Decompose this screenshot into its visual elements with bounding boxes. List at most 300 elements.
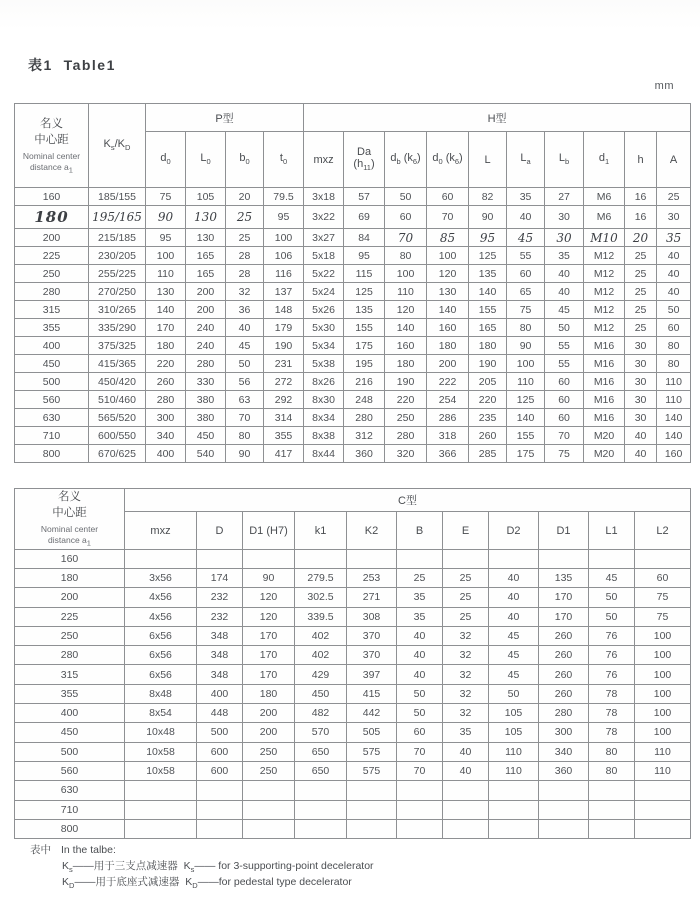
cell: 429 [295,665,347,684]
cell: 360 [344,445,385,463]
cell: 40 [657,247,691,265]
table-row [15,568,691,587]
row-label: 630 [15,781,125,800]
cell: 50 [545,319,584,337]
cell: 106 [264,247,304,265]
cell: M16 [584,355,625,373]
cell: 70 [545,427,584,445]
cell: 40 [625,445,657,463]
cell: 240 [186,337,226,355]
cell: 65 [507,283,545,301]
cell: 190 [264,337,304,355]
cell: 600 [197,742,243,761]
footnote-heading [30,843,374,859]
table-row [15,761,691,780]
cell: 175 [507,445,545,463]
cell: 180 [427,337,469,355]
cell: 45 [489,665,539,684]
cell: 650 [295,761,347,780]
cell: 540 [186,445,226,463]
cell: 360 [539,761,589,780]
cell: 308 [347,607,397,626]
cell: 32 [443,704,489,723]
cell: 25 [397,568,443,587]
cell: M16 [584,409,625,427]
cell: 57 [344,188,385,206]
cell: 50 [657,301,691,319]
cell: 482 [295,704,347,723]
cell: 32 [443,646,489,665]
table1-body [15,188,691,463]
cell: 280 [146,391,186,409]
cell: 100 [635,646,691,665]
cell: 170 [539,607,589,626]
cell: 10x58 [125,761,197,780]
column-header: D1 (H7) [243,512,295,549]
cell: 110 [657,373,691,391]
row-label: 800 [15,445,89,463]
cell: 125 [344,283,385,301]
footnote-label-zh: 表中 [30,844,51,856]
table2-c [14,488,691,839]
cell: 200 [427,355,469,373]
cell: 100 [146,247,186,265]
cell: 60 [427,188,469,206]
c-type-group-header: C型 [125,489,691,512]
cell: 260 [539,646,589,665]
corner-label-zh: 名义 中心距 [34,117,69,146]
cell: 60 [507,265,545,283]
cell: 160 [657,445,691,463]
cell: 5x22 [304,265,344,283]
cell: 135 [344,301,385,319]
cell: 60 [545,373,584,391]
cell: 78 [589,723,635,742]
cell: 417 [264,445,304,463]
cell: 340 [539,742,589,761]
cell: M16 [584,337,625,355]
cell: 397 [347,665,397,684]
row-label: 200 [15,229,89,247]
cell: 75 [507,301,545,319]
corner-label-en: Nominal center distance $a_1$ [22,150,81,175]
column-header: L1 [589,512,635,549]
column-header: $L_0$ [186,132,226,188]
cell [125,781,197,800]
cell: 450 [186,427,226,445]
cell: M12 [584,319,625,337]
column-header: $d_0$ $(k_6)$ [427,132,469,188]
cell: 40 [397,626,443,645]
cell: 110 [507,373,545,391]
cell: 84 [344,229,385,247]
cell: 40 [443,742,489,761]
cell: 30 [625,391,657,409]
table2-group-row [15,489,691,512]
cell: 40 [625,427,657,445]
cell: 170 [539,588,589,607]
cell: 55 [507,247,545,265]
cell: 450 [295,684,347,703]
cell: 448 [197,704,243,723]
cell: 402 [295,626,347,645]
table-row [15,206,691,229]
cell: 70 [385,229,427,247]
cell: 25 [443,568,489,587]
cell [295,549,347,568]
cell: 80 [385,247,427,265]
cell [347,549,397,568]
table-row [15,247,691,265]
table-row [15,781,691,800]
table-row [15,229,691,247]
cell: 200 [243,704,295,723]
cell: 30 [657,206,691,229]
table-row [15,283,691,301]
cell: 250 [243,761,295,780]
cell [443,549,489,568]
cell: 105 [489,704,539,723]
cell: 25 [226,206,264,229]
cell: 450/420 [89,373,146,391]
cell: 320 [385,445,427,463]
cell: 80 [589,761,635,780]
cell: 76 [589,665,635,684]
cell [197,819,243,838]
cell: 339.5 [295,607,347,626]
cell: 140 [657,409,691,427]
footnote-line-ks: $K_s——$用于三支点减速器 $K_s——$ for 3-supporting-point decelerator [62,859,374,874]
cell: 600 [197,761,243,780]
cell: 355 [264,427,304,445]
cell: 260 [539,665,589,684]
cell: 30 [625,373,657,391]
cell: 25 [226,229,264,247]
cell: 185/155 [89,188,146,206]
cell: 130 [427,283,469,301]
cell [125,549,197,568]
cell: M12 [584,265,625,283]
cell: 50 [589,588,635,607]
cell [443,819,489,838]
table-row [15,445,691,463]
cell [243,819,295,838]
cell [489,800,539,819]
cell: 175 [344,337,385,355]
table-row [15,819,691,838]
cell: 135 [539,568,589,587]
column-header: $d_1$ [584,132,625,188]
column-header: $t_0$ [264,132,304,188]
cell: 115 [344,265,385,283]
cell [397,800,443,819]
cell: 95 [344,247,385,265]
cell: 179 [264,319,304,337]
cell: 6x56 [125,626,197,645]
cell: 36 [226,301,264,319]
cell: 10x48 [125,723,197,742]
cell: 505 [347,723,397,742]
cell: 5x26 [304,301,344,319]
cell: 60 [397,723,443,742]
cell: 100 [635,684,691,703]
cell: 600/550 [89,427,146,445]
cell: 125 [469,247,507,265]
cell [635,781,691,800]
cell: 100 [635,665,691,684]
cell: 40 [489,607,539,626]
cell: 380 [186,391,226,409]
table1-ph [14,103,691,463]
cell [635,549,691,568]
cell: 100 [427,247,469,265]
table-row [15,549,691,568]
table-row [15,391,691,409]
cell [539,549,589,568]
cell: 90 [507,337,545,355]
cell [243,781,295,800]
cell: 80 [589,742,635,761]
cell [243,800,295,819]
cell: 402 [295,646,347,665]
cell: 50 [489,684,539,703]
cell: 170 [146,319,186,337]
cell: 348 [197,665,243,684]
cell: 170 [243,665,295,684]
column-header: E [443,512,489,549]
cell [347,781,397,800]
table-row [15,373,691,391]
cell: 35 [397,607,443,626]
cell: 45 [589,568,635,587]
cell: 95 [469,229,507,247]
table-row [15,588,691,607]
cell: 650 [295,742,347,761]
cell: 302.5 [295,588,347,607]
cell: 8x38 [304,427,344,445]
cell: 279.5 [295,568,347,587]
cell: 116 [264,265,304,283]
table-row [15,301,691,319]
cell: 25 [443,607,489,626]
column-header: $d_b$ $(k_6)$ [385,132,427,188]
cell: 20 [625,229,657,247]
footnote [30,843,374,891]
column-header: mxz [304,132,344,188]
cell: 335/290 [89,319,146,337]
table-row [15,607,691,626]
row-label: 450 [15,355,89,373]
cell: 40 [657,265,691,283]
cell: 35 [443,723,489,742]
table2-body [15,549,691,838]
cell: 260 [469,427,507,445]
cell: 40 [226,319,264,337]
row-label: 160 [15,549,125,568]
row-label: 355 [15,684,125,703]
cell: 55 [545,337,584,355]
cell: 140 [469,283,507,301]
cell: 180 [469,337,507,355]
cell: 60 [385,206,427,229]
table-row [15,427,691,445]
cell: 300 [146,409,186,427]
row-label: 560 [15,761,125,780]
cell: 5x24 [304,283,344,301]
cell: 56 [226,373,264,391]
cell: 25 [625,265,657,283]
cell: 90 [243,568,295,587]
cell: 32 [443,684,489,703]
corner-label-zh: 名义 中心距 [52,491,87,520]
table-row [15,723,691,742]
cell [295,819,347,838]
cell: 100 [635,723,691,742]
cell: 8x30 [304,391,344,409]
cell: 70 [397,742,443,761]
cell: 160 [385,337,427,355]
cell: M6 [584,206,625,229]
cell: 255/225 [89,265,146,283]
cell: 272 [264,373,304,391]
row-label: 225 [15,247,89,265]
cell: 40 [443,761,489,780]
cell: 200 [186,301,226,319]
cell: 8x54 [125,704,197,723]
cell: 575 [347,742,397,761]
row-label: 225 [15,607,125,626]
column-header: A [657,132,691,188]
cell: 253 [347,568,397,587]
column-header: mxz [125,512,197,549]
cell: 78 [589,684,635,703]
cell [443,800,489,819]
p-type-group-header: P型 [146,104,304,132]
cell: 314 [264,409,304,427]
cell: 280 [344,409,385,427]
row-label: 710 [15,427,89,445]
cell: 80 [657,337,691,355]
cell: 100 [385,265,427,283]
cell: M12 [584,301,625,319]
row-label: 200 [15,588,125,607]
cell: M20 [584,445,625,463]
row-label: 180 [15,206,89,229]
cell: 50 [397,704,443,723]
row-label: 250 [15,626,125,645]
cell: 40 [489,588,539,607]
row-label: 500 [15,373,89,391]
cell: 575 [347,761,397,780]
cell [197,549,243,568]
cell: 400 [197,684,243,703]
cell: 30 [625,337,657,355]
table-row [15,409,691,427]
cell: 340 [146,427,186,445]
cell: 45 [507,229,545,247]
cell: 160 [427,319,469,337]
row-label: 400 [15,704,125,723]
cell: 69 [344,206,385,229]
row-label: 500 [15,742,125,761]
cell [397,549,443,568]
cell [635,800,691,819]
cell: 205 [469,373,507,391]
cell: M6 [584,188,625,206]
row-label: 800 [15,819,125,838]
cell: 78 [589,704,635,723]
cell: 120 [243,607,295,626]
cell: 110 [489,742,539,761]
cell: 215/185 [89,229,146,247]
column-header: $L_b$ [545,132,584,188]
cell: 670/625 [89,445,146,463]
cell: 155 [507,427,545,445]
cell: 155 [344,319,385,337]
cell: 310/265 [89,301,146,319]
cell: 30 [625,355,657,373]
cell: 110 [657,391,691,409]
row-label: 180 [15,568,125,587]
cell: 415 [347,684,397,703]
cell: 231 [264,355,304,373]
cell: 570 [295,723,347,742]
cell: 286 [427,409,469,427]
cell: 45 [226,337,264,355]
cell: 25 [625,247,657,265]
cell: 130 [186,229,226,247]
cell: 220 [146,355,186,373]
cell: 80 [657,355,691,373]
cell: 8x48 [125,684,197,703]
cell: 220 [469,391,507,409]
cell: 254 [427,391,469,409]
cell: 4x56 [125,588,197,607]
row-label: 250 [15,265,89,283]
cell: 5x30 [304,319,344,337]
cell: 232 [197,607,243,626]
table-row [15,684,691,703]
cell: 125 [507,391,545,409]
cell: 155 [469,301,507,319]
row-label: 315 [15,665,125,684]
cell: 80 [226,427,264,445]
cell: 180 [243,684,295,703]
cell: 75 [545,445,584,463]
column-header: h [625,132,657,188]
ks-kd-header: $K_s/K_D$ [89,104,146,188]
cell: 260 [539,626,589,645]
cell: 60 [635,568,691,587]
cell: 60 [545,409,584,427]
table-row [15,646,691,665]
row-label: 315 [15,301,89,319]
footnote-label-en: In the talbe: [61,844,116,856]
cell: 27 [545,188,584,206]
cell: 70 [397,761,443,780]
corner-label-en: Nominal center distance $a_1$ [40,524,99,548]
cell: 190 [469,355,507,373]
cell: 170 [243,646,295,665]
cell: 135 [469,265,507,283]
cell [539,819,589,838]
cell: 50 [397,684,443,703]
cell: 25 [625,319,657,337]
footnote-line-kd: $K_D——$用于底座式减速器 $K_D——for$ pedestal type decelerator [62,876,352,891]
cell [397,819,443,838]
cell: 32 [226,283,264,301]
cell: 35 [545,247,584,265]
